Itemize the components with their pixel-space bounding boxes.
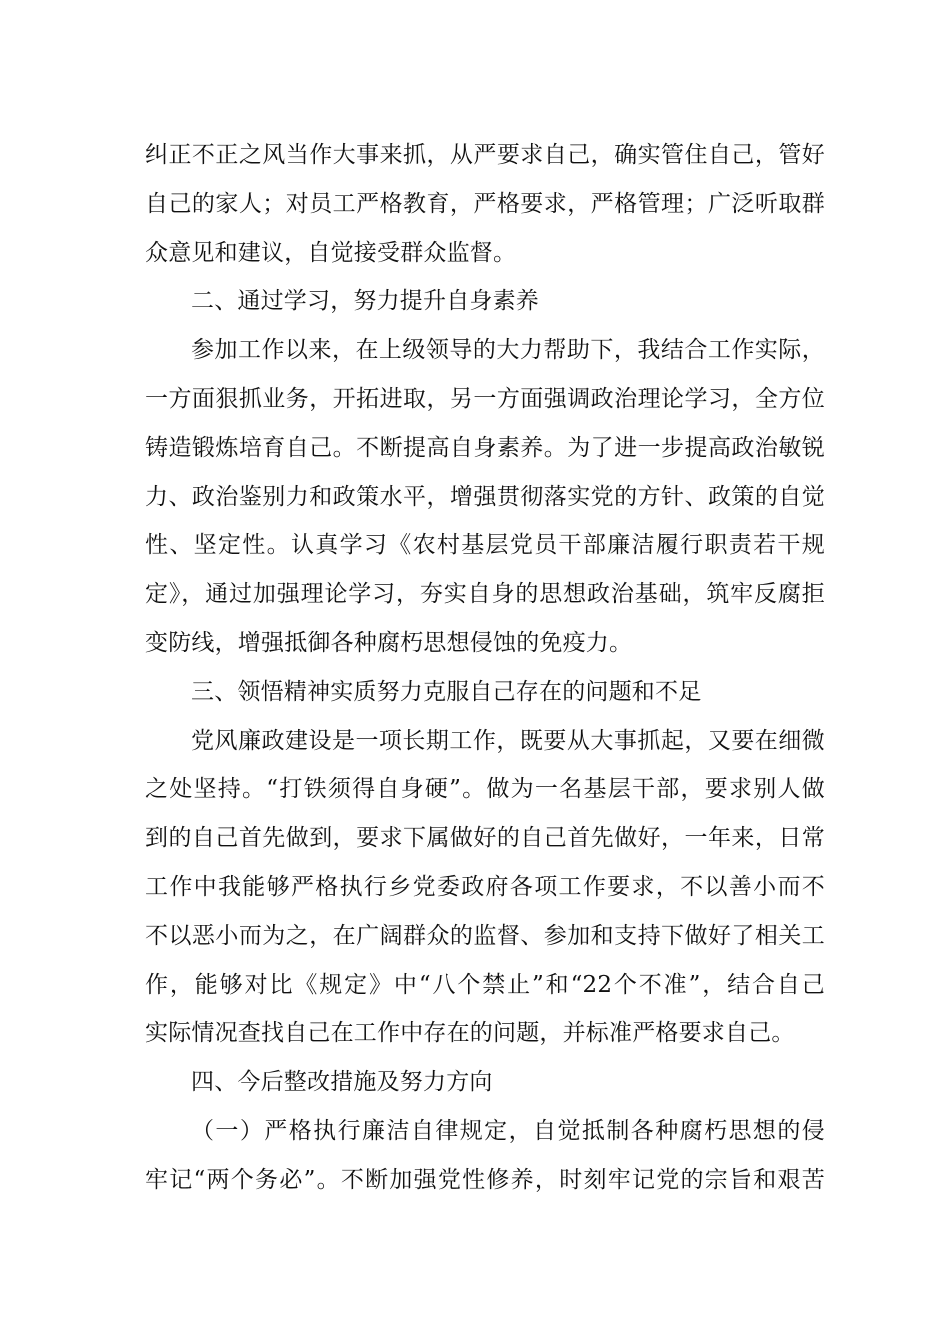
text-line: 自己的家人；对员工严格教育，严格要求，严格管理；广泛听取群 [145,190,825,217]
text-line: 三、领悟精神实质努力克服自己存在的问题和不足 [191,678,702,705]
text-line: 牢记“两个务必”。不断加强党性修养，时刻牢记党的宗旨和艰苦 [145,1166,825,1193]
document-body [145,131,825,1205]
text-line: 变防线，增强抵御各种腐朽思想侵蚀的免疫力。 [145,629,633,656]
text-line: 不以恶小而为之，在广阔群众的监督、参加和支持下做好了相关工 [145,922,825,949]
text-line: 一方面狠抓业务，开拓进取，另一方面强调政治理论学习，全方位 [145,385,825,412]
text-line: 众意见和建议，自觉接受群众监督。 [145,239,517,266]
text-line: 定》，通过加强理论学习，夯实自身的思想政治基础，筑牢反腐拒 [145,581,825,608]
text-line: 到的自己首先做到，要求下属做好的自己首先做好，一年来，日常 [145,825,825,852]
text-line: 之处坚持。“打铁须得自身硬”。做为一名基层干部，要求别人做 [145,776,825,803]
text-line: 参加工作以来，在上级领导的大力帮助下，我结合工作实际， [191,337,825,364]
text-line: 二、通过学习，努力提升自身素养 [191,288,539,315]
text-line: 实际情况查找自己在工作中存在的问题，并标准严格要求自己。 [145,1020,795,1047]
text-line: 铸造锻炼培育自己。不断提高自身素养。为了进一步提高政治敏锐 [145,434,825,461]
text-line: 性、坚定性。认真学习《农村基层党员干部廉洁履行职责若干规 [145,532,825,559]
text-line: 工作中我能够严格执行乡党委政府各项工作要求，不以善小而不 [145,873,825,900]
text-line: 力、政治鉴别力和政策水平，增强贯彻落实党的方针、政策的自觉 [145,483,825,510]
text-line: 作，能够对比《规定》中“八个禁止”和“22个不准”，结合自己 [145,971,825,998]
text-line: 党风廉政建设是一项长期工作，既要从大事抓起，又要在细微 [191,727,825,754]
text-line: （一）严格执行廉洁自律规定，自觉抵制各种腐朽思想的侵 [191,1117,825,1144]
text-line: 四、今后整改措施及努力方向 [191,1069,493,1096]
text-line: 纠正不正之风当作大事来抓，从严要求自己，确实管住自己，管好 [145,142,825,168]
